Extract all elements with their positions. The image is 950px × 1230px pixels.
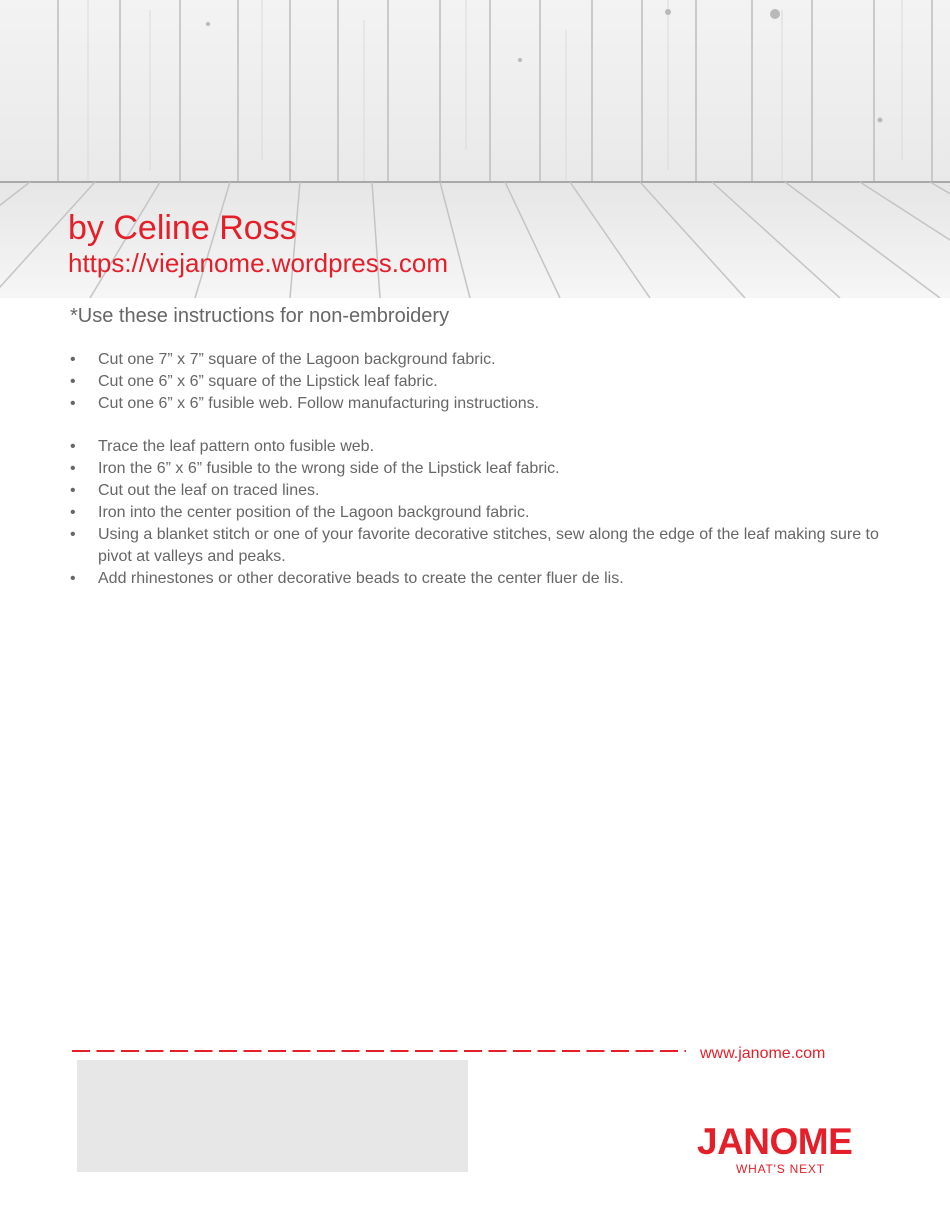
- instructions-note: *Use these instructions for non-embroidery: [70, 305, 450, 327]
- list-item: [70, 436, 880, 458]
- janome-logo: JANOME: [697, 1121, 853, 1162]
- janome-tagline: WHAT'S NEXT: [736, 1162, 825, 1176]
- list-item: [70, 458, 880, 480]
- list-item: [70, 393, 880, 415]
- list-item: [70, 371, 880, 393]
- author-website-link[interactable]: https://viejanome.wordpress.com: [68, 248, 449, 278]
- list-item-text: Iron into the center position of the Lagoon background fabric.: [98, 504, 530, 521]
- footer-dashed-divider: [72, 1050, 686, 1052]
- list-item-text: Using a blanket stitch or one of your favorite decorative stitches, sew along the edge of the leaf making sure to pivot at valleys and peaks.: [98, 526, 879, 565]
- bullet-icon: •: [70, 504, 76, 521]
- bullet-icon: •: [70, 460, 76, 477]
- list-item-text: Cut out the leaf on traced lines.: [98, 482, 320, 499]
- list-item: [70, 524, 880, 568]
- bullet-icon: •: [70, 351, 76, 368]
- list-item: [70, 349, 880, 371]
- cutting-list: [70, 349, 880, 415]
- bullet-icon: •: [70, 482, 76, 499]
- list-item-text: Iron the 6” x 6” fusible to the wrong side of the Lipstick leaf fabric.: [98, 460, 560, 477]
- image-placeholder-box: [77, 1060, 468, 1172]
- bullet-icon: •: [70, 438, 76, 455]
- list-item-text: Cut one 6” x 6” square of the Lipstick leaf fabric.: [98, 373, 438, 390]
- bullet-icon: •: [70, 526, 76, 543]
- list-item: [70, 568, 880, 590]
- steps-list: [70, 436, 880, 590]
- list-item-text: Trace the leaf pattern onto fusible web.: [98, 438, 375, 455]
- list-item-text: Cut one 7” x 7” square of the Lagoon background fabric.: [98, 351, 496, 368]
- list-item-text: Add rhinestones or other decorative beads to create the center fluer de lis.: [98, 570, 624, 587]
- janome-website-link[interactable]: www.janome.com: [700, 1045, 826, 1062]
- list-item-text: Cut one 6” x 6” fusible web. Follow manufacturing instructions.: [98, 395, 540, 412]
- bullet-icon: •: [70, 395, 76, 412]
- bullet-icon: •: [70, 570, 76, 587]
- list-item: [70, 480, 880, 502]
- list-item: [70, 502, 880, 524]
- bullet-icon: •: [70, 373, 76, 390]
- author-byline: by Celine Ross: [68, 209, 297, 247]
